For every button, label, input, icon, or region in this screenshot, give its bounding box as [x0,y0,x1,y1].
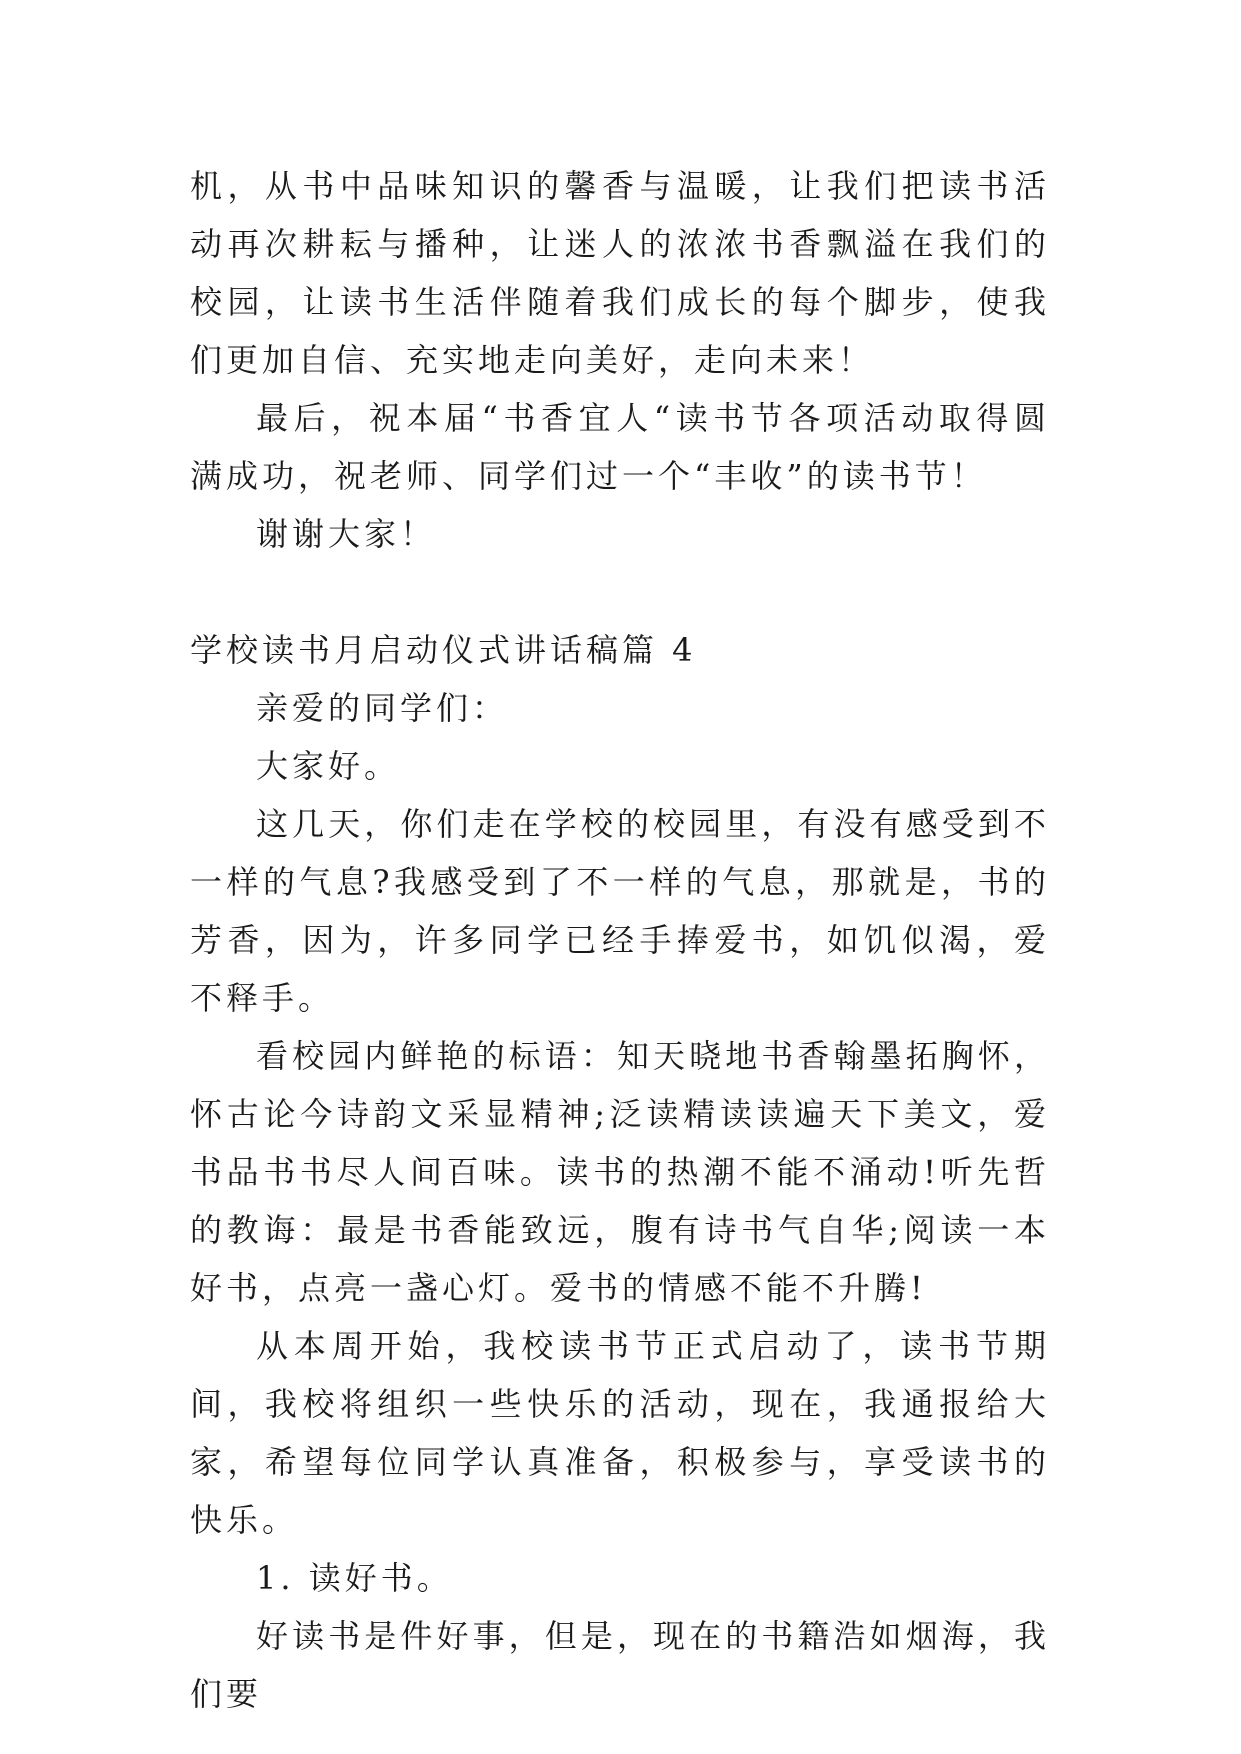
paragraph-item-1: 1. 读好书。 [256,1559,453,1597]
paragraph-greeting: 大家好。 [256,747,401,785]
paragraph-salutation: 亲爱的同学们： [256,689,509,727]
paragraph-festival-start: 从本周开始，我校读书节正式启动了，读书节期间，我校将组织一些快乐的活动，现在，我通报给大家，希望每位同学认真准备，积极参与，享受读书的快乐。 [190,1327,1050,1539]
paragraph-slogans: 看校园内鲜艳的标语：知天晓地书香翰墨拓胸怀，怀古论今诗韵文采显精神;泛读精读读遍天下美文，爱书品书书尽人间百味。读书的热潮不能不涌动!听先哲的教诲：最是书香能致远，腹有诗书气自华;阅读一本好书，点亮一盏心灯。爱书的情感不能不升腾! [190,1037,1050,1307]
paragraph-continuation: 机，从书中品味知识的馨香与温暖，让我们把读书活动再次耕耘与播种，让迷人的浓浓书香飘溢在我们的校园，让读书生活伴随着我们成长的每个脚步，使我们更加自信、充实地走向美好，走向未来！ [190,167,1050,379]
paragraph-good-books: 好读书是件好事，但是，现在的书籍浩如烟海，我们要 [190,1617,1050,1713]
section-title: 学校读书月启动仪式讲话稿篇 4 [190,631,697,669]
paragraph-campus-atmosphere: 这几天，你们走在学校的校园里，有没有感受到不一样的气息?我感受到了不一样的气息，那就是，书的芳香，因为，许多同学已经手捧爱书，如饥似渴，爱不释手。 [190,805,1050,1017]
document-body [190,157,1050,1723]
paragraph-thanks: 谢谢大家！ [256,515,437,553]
paragraph-closing-wish: 最后，祝本届“书香宜人“读书节各项活动取得圆满成功，祝老师、同学们过一个“丰收”的读书节！ [190,399,1050,495]
